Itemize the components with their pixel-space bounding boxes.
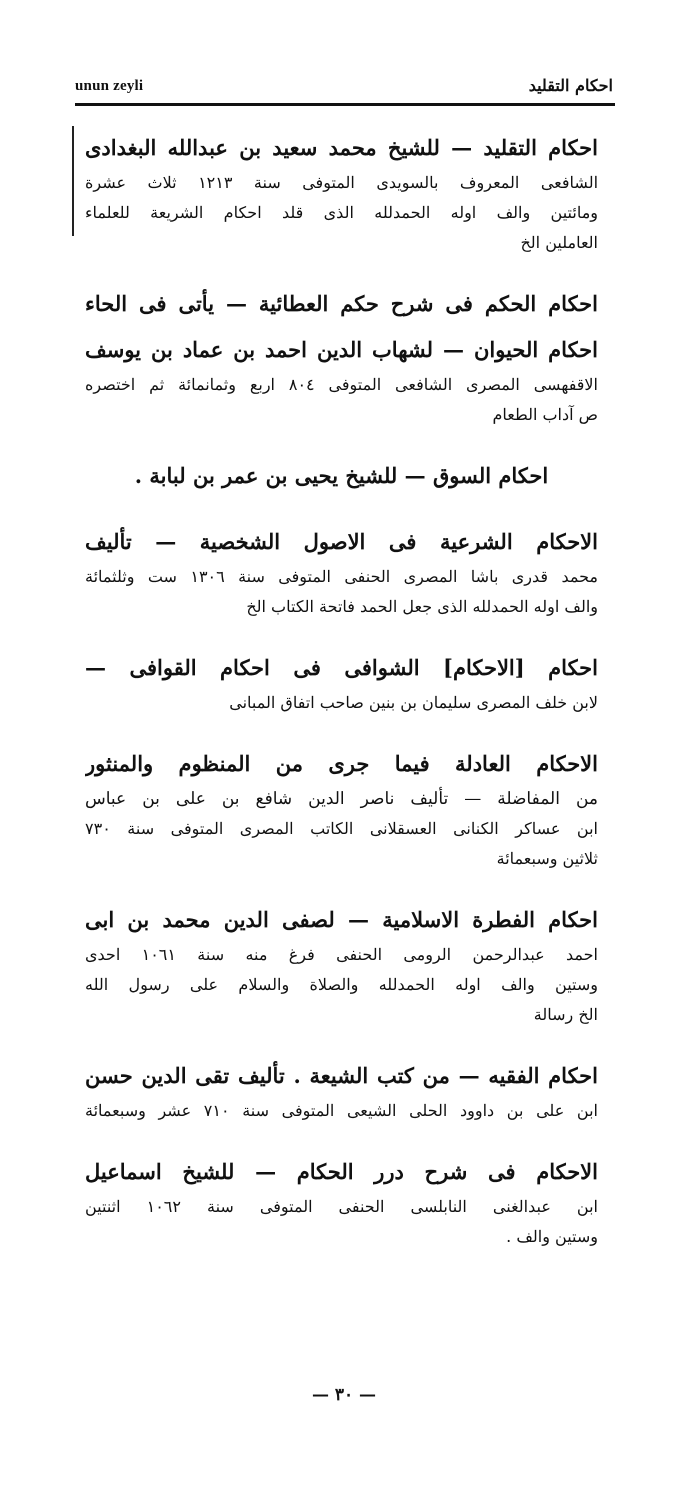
entry-line: الخ رسالة xyxy=(533,1005,598,1024)
entry-line: وستين والف اوله الحمدلله والصلاة والسلام على رسول الله xyxy=(85,975,598,994)
entry-line: ثلاثين وسبعمائة xyxy=(496,849,598,868)
entry-al-ahkam-al-adila xyxy=(85,744,598,874)
entry-ahkam-al-hikam xyxy=(85,284,598,324)
entry-line: ابن عبدالغنى النابلسى الحنفى المتوفى سنة ١٠٦٢ اثنتين xyxy=(85,1197,598,1216)
entry-line: ص آداب الطعام xyxy=(492,405,598,424)
entry-line: لابن خلف المصرى سليمان بن بنين صاحب اتفاق المبانى xyxy=(229,693,598,712)
entry-ahkam-al-suq xyxy=(85,456,598,496)
page-header-right: احكام التقليد xyxy=(528,76,613,95)
entry-line: ابن عساكر الكنانى العسقلانى الكاتب المصرى المتوفى سنة ٧٣٠ xyxy=(85,819,598,838)
entry-heading: احكام الفطرة الاسلامية — لصفى الدين محمد بن ابى xyxy=(85,907,598,932)
page-number: — ٣٠ — xyxy=(311,1385,377,1405)
header-rule xyxy=(75,103,615,106)
page-header-left: unun zeyli xyxy=(75,78,144,94)
page-content xyxy=(85,128,598,1278)
entry-heading: احكام [الاحكام] الشوافى فى احكام القوافى — xyxy=(85,655,598,680)
entry-al-ahkam-al-shariyya xyxy=(85,522,598,622)
entry-heading: احكام السوق — للشيخ يحيى بن عمر بن لبابة . xyxy=(134,463,549,488)
margin-line xyxy=(72,126,74,236)
entry-al-ahkam-sharh-durar xyxy=(85,1152,598,1252)
entry-heading: الاحكام العادلة فيما جرى من المنظوم والمنثور xyxy=(85,751,598,776)
entry-heading: احكام الحكم فى شرح حكم العطائية — يأتى فى الحاء xyxy=(85,291,598,316)
entry-line: ابن على بن داوود الحلى الشيعى المتوفى سنة ٧١٠ عشر وسبعمائة xyxy=(85,1101,598,1120)
entry-line: العاملين الخ xyxy=(520,233,598,252)
entry-line: محمد قدرى باشا المصرى الحنفى المتوفى سنة ١٣٠٦ ست وثلثمائة xyxy=(85,567,598,586)
entry-line: الاقفهسى المصرى الشافعى المتوفى ٨٠٤ اربع وثمانمائة ثم اختصره xyxy=(85,375,598,394)
entry-heading: احكام الحيوان — لشهاب الدين احمد بن عماد بن يوسف xyxy=(85,337,598,362)
entry-heading: الاحكام الشرعية فى الاصول الشخصية — تأليف xyxy=(85,529,598,554)
entry-ahkam-al-hayawan xyxy=(85,330,598,430)
entry-ahkam-al-shawafi xyxy=(85,648,598,718)
entry-heading: احكام التقليد — للشيخ محمد سعيد بن عبدالله البغدادى xyxy=(85,135,598,160)
entry-line: وستين والف . xyxy=(506,1227,598,1246)
entry-line: من المفاضلة — تأليف ناصر الدين شافع بن على بن عباس xyxy=(85,789,598,809)
entry-ahkam-al-faqih xyxy=(85,1056,598,1126)
entry-line: والف اوله الحمدلله الذى جعل الحمد فاتحة الكتاب الخ xyxy=(246,597,598,616)
entry-heading: احكام الفقيه — من كتب الشيعة . تأليف تقى الدين حسن xyxy=(85,1063,598,1088)
entry-ahkam-al-fitra xyxy=(85,900,598,1030)
entry-line: ومائتين والف اوله الحمدلله الذى قلد احكام الشريعة للعلماء xyxy=(85,203,598,222)
entry-heading: الاحكام فى شرح درر الحكام — للشيخ اسماعيل xyxy=(85,1159,598,1184)
entry-line: الشافعى المعروف بالسويدى المتوفى سنة ١٢١٣ ثلاث عشرة xyxy=(85,173,598,192)
entry-line: احمد عبدالرحمن الرومى الحنفى فرغ منه سنة ١٠٦١ احدى xyxy=(85,945,598,964)
entry-ahkam-al-taqlid xyxy=(85,128,598,258)
